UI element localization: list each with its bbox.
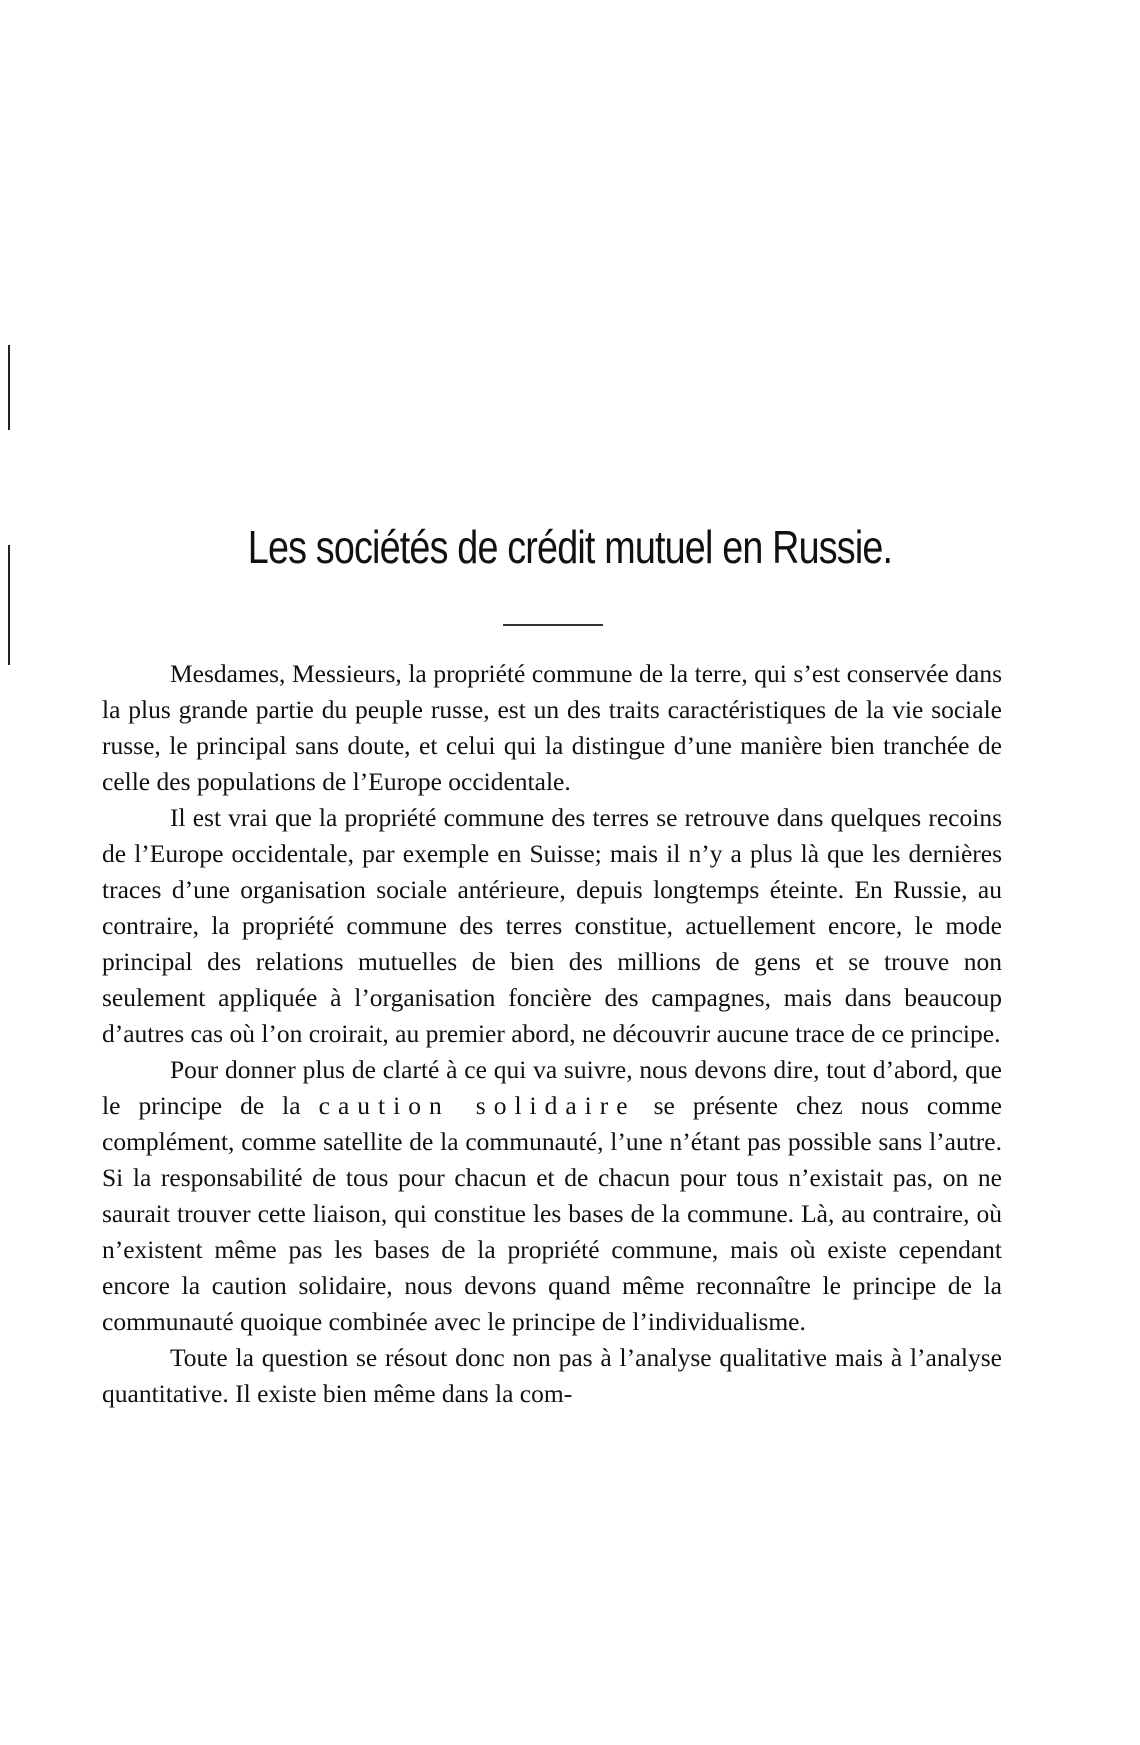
paragraph: Mesdames, Messieurs, la propriété commune de la terre, qui s’est conservée dans la plus grande partie du peuple russe, est un des traits caractéristiques de la vie sociale russe, le principal sans doute, et celui qui la distingue d’une manière bien tranchée de celle des populations de l’Europe occidentale. (102, 659, 1002, 796)
paragraph: Il est vrai que la propriété commune des terres se retrouve dans quelques recoins de l’Europe occidentale, par exemple en Suisse; mais il n’y a plus là que les dernières traces d’une organisation sociale antérieure, depuis longtemps éteinte. En Russie, au contraire, la propriété commune des terres constitue, actuellement encore, le mode principal des relations mutuelles de bien des millions de gens et se trouve non seulement appliquée à l’organisation foncière des campagnes, mais dans beaucoup d’autres cas où l’on croirait, au premier abord, ne découvrir aucune trace de ce principe. (102, 803, 1002, 1048)
page-title: Les sociétés de crédit mutuel en Russie. (247, 521, 893, 573)
title-rule (503, 624, 603, 626)
paragraph-text: se présente chez nous comme complément, comme satellite de la communauté, l’une n’étant pas possible sans l’autre. Si la responsabilité de tous pour chacun et de chacun pour tous n’existait pas, on ne saurait trouver cette liaison, qui constitue les bases de la commune. Là, au contraire, où n’existent même pas les bases de la propriété commune, mais où existe cependant encore la caution solidaire, nous devons quand même reconnaître le principe de la communauté quoique combinée avec le principe de l’individualisme. (102, 1091, 1002, 1336)
paragraph (102, 1052, 1002, 1340)
body-text (102, 656, 1002, 1412)
paragraph: Toute la question se résout donc non pas à l’analyse qualitative mais à l’analyse quantitative. Il existe bien même dans la com- (102, 1343, 1002, 1408)
emphasis-text: caution solidaire (318, 1091, 636, 1120)
paragraph-text: Pour donner plus de clarté à ce qui va suivre, nous devons dire, tout d’abord, que le principe de la (102, 1055, 1002, 1120)
binding-mark (8, 345, 10, 430)
binding-mark (8, 545, 10, 665)
